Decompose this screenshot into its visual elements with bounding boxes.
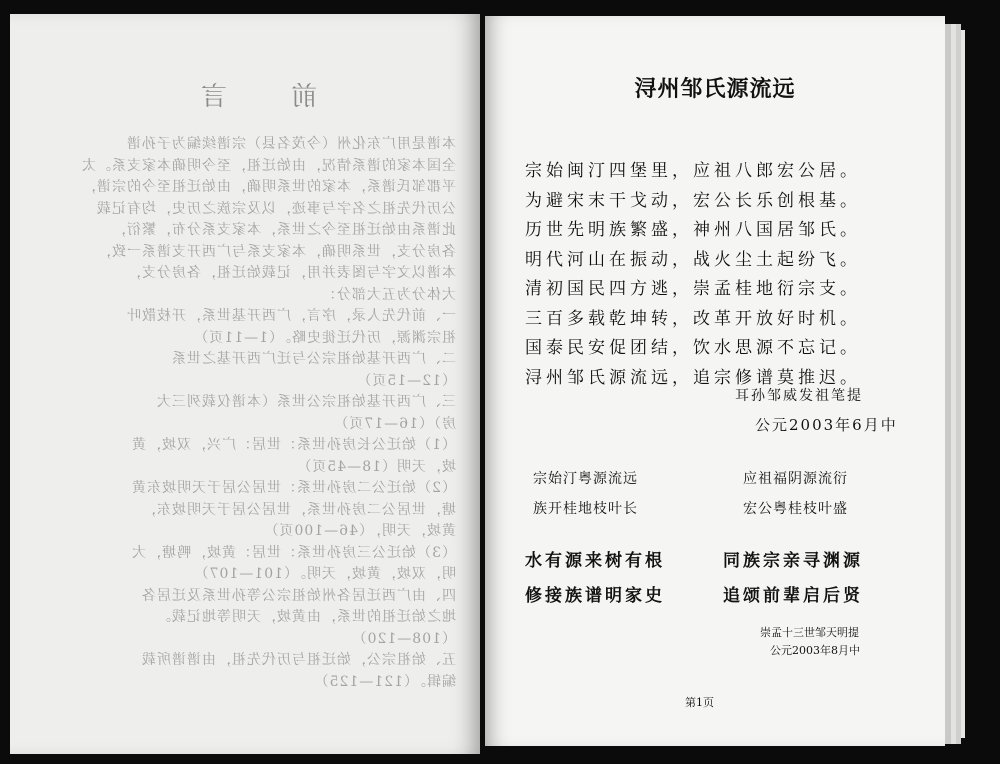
couplet-large-left-bottom: 修接族谱明家史 (525, 586, 665, 606)
poem-line: 清初国民四方逃，崇孟桂地衍宗支。 (525, 279, 861, 299)
page-number: 第1页 (685, 696, 714, 709)
couplet-signature: 崇孟十三世邹天明提 (760, 626, 859, 639)
right-page (485, 16, 945, 746)
left-page-line: 明，双坡，黄坡，天明。（101—107） (193, 566, 456, 582)
left-page-line: （108—120） (351, 630, 456, 647)
left-page-line: 黄坡，天明，（46—100页） (263, 523, 456, 539)
couplet-date: 公元2003年8月中 (770, 644, 860, 657)
couplet-small-right-top: 应祖福阴源流衍 (743, 471, 848, 487)
couplet-large-right-bottom: 追颂前辈启后贤 (723, 586, 863, 606)
left-page-line: （2）始迁公二房孙世系：世居公居于天明坡东黄 (131, 480, 456, 496)
left-page (10, 14, 480, 754)
poem-line: 国泰民安促团结，饮水思源不忘记。 (525, 338, 861, 358)
poem-date: 公元2003年6月中 (755, 416, 898, 434)
poem-line: 明代河山在振动，战火尘土起纷飞。 (525, 249, 861, 270)
poem-line: 为避宋末干戈动，宏公长乐创根基。 (525, 190, 861, 211)
left-page-line: 房）（16—17页） (333, 415, 456, 432)
bleed-through-text (10, 14, 480, 754)
left-page-line: 此谱系由始迁祖至今之世系，本家支系分布，繁衍， (111, 222, 456, 238)
poem-line: 历世先明族繁盛，神州八国居邹氏。 (525, 220, 861, 240)
left-page-line: 五、始祖宗公，始迁祖与历代先祖，由谱谱所载 (141, 652, 456, 668)
left-page-heading: 前 言 (172, 82, 318, 112)
left-page-line: 大体分为五大部分： (321, 286, 456, 303)
left-page-line: 各房分支，世系明确，本家支系与广西开支谱系一致， (96, 243, 456, 260)
couplet-small-left-top: 宗始汀粤源流远 (533, 471, 638, 487)
poem-title: 浔州邹氏源流远 (634, 77, 796, 102)
page-edge (961, 30, 965, 738)
left-page-line: 本谱是用广东化州（今茂名县）宗谱续编为子孙谱 (126, 136, 456, 152)
poem-line: 三百多载乾坤转，改革开放好时机。 (525, 308, 861, 329)
left-page-line: （3）始迁公三房孙世系：世居：黄坡，鸭塘，大 (131, 544, 456, 561)
couplet-small-right-bottom: 宏公粤桂枝叶盛 (743, 501, 848, 517)
left-page-line: 本谱以文字与图表并用，记载始迁祖，各房分支， (126, 265, 456, 281)
poem-signature: 耳孙邹威发祖笔提 (735, 388, 863, 404)
left-page-line: 公历代先祖之名字与事迹，以及宗族之历史，均有记载 (96, 200, 456, 217)
left-page-line: 祖宗渊源，历代迁徙史略。（1—11页） (193, 329, 456, 346)
left-page-line: 四、由广西迁居各州始祖宗公等孙世系及迁居各 (141, 587, 456, 604)
left-page-line: 三、广西开基始祖宗公世系（本谱仅载列三大 (156, 394, 456, 410)
poem-line: 浔州邹氏源流远，追宗修谱莫推迟。 (525, 367, 861, 388)
left-page-line: 编辑。（121—125） (313, 673, 456, 690)
left-page-line: 坡，天明（18—45页） (296, 458, 456, 475)
left-page-line: （12—15页） (356, 372, 456, 389)
left-page-line: 平郡邹氏谱系，本家的世系明确，由始迁祖至今的宗谱， (81, 179, 456, 195)
couplet-small-left-bottom: 族开桂地枝叶长 (533, 501, 638, 517)
left-page-line: 全国本家的谱系情况，由始迁祖，至今明确本家支系。太 (81, 157, 456, 174)
left-page-line: 一、前代先人录，序言，广西开基世系，开枝散叶 (126, 308, 456, 324)
left-page-line: 塘，世居公二房孙世系，世居公居于天明坡东， (141, 501, 456, 518)
left-page-line: （1）始迁公长房孙世系：世居：广兴，双坡，黄 (131, 437, 456, 453)
left-page-line: 二、广西开基始祖宗公与迁广西开基之世系 (171, 351, 456, 367)
couplet-large-right-top: 同族宗亲寻渊源 (723, 551, 863, 571)
left-page-line: 地之始迁祖的世系，由黄坡，天明等地记载。 (156, 609, 456, 625)
couplet-large-left-top: 水有源来树有根 (525, 551, 665, 571)
poem-line: 宗始闽汀四堡里，应祖八郎宏公居。 (525, 161, 861, 181)
